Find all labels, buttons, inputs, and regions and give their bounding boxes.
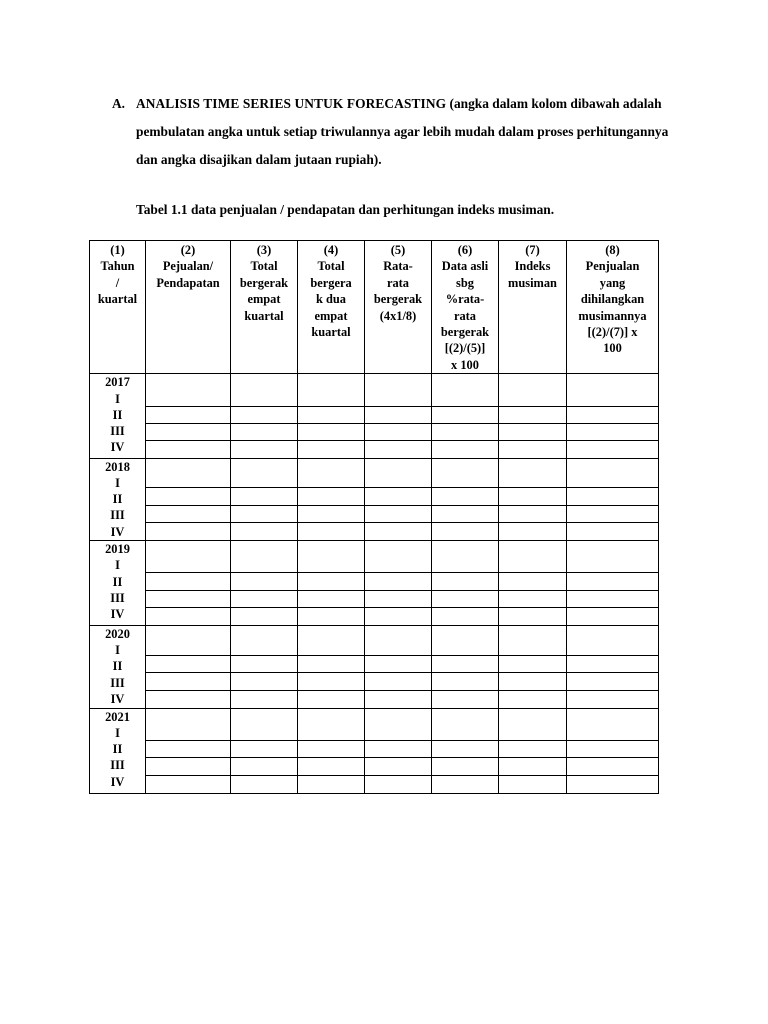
data-cell[interactable] [567, 523, 659, 541]
seasonal-index-table [89, 240, 659, 794]
data-cell[interactable] [432, 625, 499, 655]
data-cell[interactable] [499, 655, 567, 673]
data-cell[interactable] [499, 541, 567, 573]
year-group-2018 [90, 458, 659, 540]
data-cell[interactable] [365, 488, 432, 506]
quarter-label: III [110, 758, 125, 773]
data-cell[interactable] [567, 441, 659, 458]
quarter-label: IV [110, 607, 125, 622]
data-cell[interactable] [231, 458, 298, 488]
year-group-2017 [90, 374, 659, 458]
column-header-7: (7) Indeks musiman [499, 241, 567, 374]
data-cell[interactable] [499, 407, 567, 424]
data-cell[interactable] [365, 590, 432, 608]
data-cell[interactable] [231, 441, 298, 458]
data-cell[interactable] [231, 655, 298, 673]
quarter-label: II [112, 492, 123, 507]
data-cell[interactable] [298, 441, 365, 458]
data-cell[interactable] [298, 775, 365, 793]
data-cell[interactable] [146, 407, 231, 424]
data-cell[interactable] [365, 374, 432, 407]
data-cell[interactable] [298, 407, 365, 424]
data-cell[interactable] [146, 590, 231, 608]
table-row [90, 690, 659, 708]
data-cell[interactable] [499, 625, 567, 655]
table-caption: Tabel 1.1 data penjualan / pendapatan dan perhitungan indeks musiman. [136, 202, 555, 217]
data-cell[interactable] [432, 374, 499, 407]
data-cell[interactable] [499, 708, 567, 740]
data-cell[interactable] [298, 690, 365, 708]
year-group-2020 [90, 625, 659, 708]
data-cell[interactable] [146, 655, 231, 673]
data-cell[interactable] [365, 441, 432, 458]
data-cell[interactable] [365, 708, 432, 740]
data-cell[interactable] [146, 758, 231, 776]
data-cell[interactable] [365, 458, 432, 488]
year-label: 2020 [105, 626, 130, 641]
data-cell[interactable] [298, 655, 365, 673]
data-cell[interactable] [365, 655, 432, 673]
quarter-label: I [115, 475, 120, 490]
data-cell[interactable] [146, 488, 231, 506]
table-row [90, 573, 659, 591]
data-cell[interactable] [567, 488, 659, 506]
data-cell[interactable] [146, 458, 231, 488]
data-cell[interactable] [567, 608, 659, 626]
data-cell[interactable] [146, 523, 231, 541]
data-cell[interactable] [567, 424, 659, 441]
data-cell[interactable] [432, 775, 499, 793]
data-cell[interactable] [231, 523, 298, 541]
data-cell[interactable] [365, 625, 432, 655]
data-cell[interactable] [298, 488, 365, 506]
quarter-label: IV [110, 774, 125, 789]
column-header-4: (4) Total bergera k dua empat kuartal [298, 241, 365, 374]
quarter-label: III [110, 508, 125, 523]
data-cell[interactable] [432, 424, 499, 441]
period-cell [90, 458, 146, 540]
data-cell[interactable] [432, 458, 499, 488]
quarter-label: II [112, 574, 123, 589]
year-group-2019 [90, 541, 659, 626]
data-cell[interactable] [567, 673, 659, 691]
data-cell[interactable] [298, 523, 365, 541]
data-cell[interactable] [146, 673, 231, 691]
data-cell[interactable] [567, 541, 659, 573]
data-cell[interactable] [146, 708, 231, 740]
data-cell[interactable] [567, 573, 659, 591]
data-cell[interactable] [499, 374, 567, 407]
data-cell[interactable] [146, 505, 231, 523]
data-cell[interactable] [499, 505, 567, 523]
data-cell[interactable] [499, 441, 567, 458]
column-header-1: (1) Tahun / kuartal [90, 241, 146, 374]
data-cell[interactable] [499, 590, 567, 608]
data-cell[interactable] [298, 625, 365, 655]
column-header-2: (2) Pejualan/ Pendapatan [146, 241, 231, 374]
data-cell[interactable] [231, 505, 298, 523]
data-cell[interactable] [432, 407, 499, 424]
data-cell[interactable] [432, 441, 499, 458]
data-cell[interactable] [231, 673, 298, 691]
data-cell[interactable] [298, 673, 365, 691]
quarter-label: IV [110, 524, 125, 539]
data-cell[interactable] [231, 374, 298, 407]
quarter-label: I [115, 391, 120, 406]
data-cell[interactable] [231, 424, 298, 441]
data-cell[interactable] [499, 740, 567, 758]
data-cell[interactable] [231, 590, 298, 608]
data-cell[interactable] [146, 740, 231, 758]
data-cell[interactable] [298, 708, 365, 740]
table-row [90, 374, 659, 407]
quarter-label: I [115, 643, 120, 658]
quarter-label: I [115, 725, 120, 740]
data-cell[interactable] [499, 458, 567, 488]
data-cell[interactable] [432, 740, 499, 758]
column-header-5: (5) Rata- rata bergerak (4x1/8) [365, 241, 432, 374]
quarter-label: III [110, 675, 125, 690]
data-cell[interactable] [499, 608, 567, 626]
data-cell[interactable] [432, 590, 499, 608]
data-cell[interactable] [567, 690, 659, 708]
quarter-label: IV [110, 440, 125, 455]
data-cell[interactable] [499, 690, 567, 708]
data-cell[interactable] [298, 541, 365, 573]
data-cell[interactable] [499, 758, 567, 776]
data-cell[interactable] [567, 458, 659, 488]
data-cell[interactable] [231, 573, 298, 591]
data-cell[interactable] [432, 523, 499, 541]
table-row [90, 608, 659, 626]
quarter-label: IV [110, 691, 125, 706]
data-cell[interactable] [567, 590, 659, 608]
data-cell[interactable] [298, 374, 365, 407]
data-cell[interactable] [231, 541, 298, 573]
data-cell[interactable] [432, 690, 499, 708]
data-cell[interactable] [432, 708, 499, 740]
period-cell [90, 541, 146, 626]
data-cell[interactable] [231, 625, 298, 655]
section-description: (angka dalam kolom dibawah adalah pembulatan angka untuk setiap triwulannya agar lebih mudah dalam proses perhitungannya dan angka disajikan dalam jutaan rupiah). [136, 96, 669, 167]
data-cell[interactable] [365, 505, 432, 523]
data-cell[interactable] [365, 775, 432, 793]
data-cell[interactable] [499, 488, 567, 506]
table-row [90, 523, 659, 541]
data-cell[interactable] [146, 690, 231, 708]
data-cell[interactable] [298, 758, 365, 776]
data-cell[interactable] [499, 523, 567, 541]
data-cell[interactable] [231, 758, 298, 776]
table-row [90, 541, 659, 573]
data-cell[interactable] [499, 573, 567, 591]
data-cell[interactable] [298, 590, 365, 608]
period-cell [90, 374, 146, 458]
data-cell[interactable] [432, 505, 499, 523]
table-row [90, 775, 659, 793]
data-cell[interactable] [298, 573, 365, 591]
table-row [90, 488, 659, 506]
data-cell[interactable] [146, 775, 231, 793]
data-cell[interactable] [365, 407, 432, 424]
year-group-2021 [90, 708, 659, 793]
table-row [90, 625, 659, 655]
table-row [90, 505, 659, 523]
year-label: 2017 [105, 375, 130, 390]
data-cell[interactable] [231, 407, 298, 424]
data-cell[interactable] [298, 505, 365, 523]
data-cell[interactable] [365, 690, 432, 708]
data-cell[interactable] [365, 608, 432, 626]
table-row [90, 424, 659, 441]
data-cell[interactable] [231, 775, 298, 793]
data-cell[interactable] [567, 708, 659, 740]
data-cell[interactable] [432, 673, 499, 691]
data-cell[interactable] [432, 655, 499, 673]
table-row [90, 407, 659, 424]
table-row [90, 458, 659, 488]
data-cell[interactable] [365, 758, 432, 776]
data-cell[interactable] [231, 608, 298, 626]
quarter-label: III [110, 590, 125, 605]
table-row [90, 740, 659, 758]
data-cell[interactable] [146, 441, 231, 458]
data-cell[interactable] [298, 458, 365, 488]
data-cell[interactable] [432, 758, 499, 776]
year-label: 2018 [105, 459, 130, 474]
data-cell[interactable] [567, 775, 659, 793]
data-cell[interactable] [298, 608, 365, 626]
data-cell[interactable] [365, 740, 432, 758]
section-marker: A. [112, 96, 126, 111]
column-header-6: (6) Data asli sbg %rata- rata bergerak [(2)/(5)] x 100 [432, 241, 499, 374]
section-heading [112, 90, 672, 174]
data-cell[interactable] [365, 541, 432, 573]
quarter-label: II [112, 742, 123, 757]
table-row [90, 441, 659, 458]
table-row [90, 708, 659, 740]
data-cell[interactable] [298, 740, 365, 758]
data-cell[interactable] [432, 608, 499, 626]
data-cell[interactable] [567, 505, 659, 523]
data-cell[interactable] [231, 690, 298, 708]
data-cell[interactable] [567, 625, 659, 655]
data-cell[interactable] [499, 775, 567, 793]
quarter-label: III [110, 424, 125, 439]
data-cell[interactable] [231, 488, 298, 506]
year-label: 2019 [105, 542, 130, 557]
data-cell[interactable] [146, 608, 231, 626]
table-row [90, 673, 659, 691]
section-title: ANALISIS TIME SERIES UNTUK FORECASTING [136, 96, 447, 111]
data-cell[interactable] [146, 541, 231, 573]
data-cell[interactable] [567, 407, 659, 424]
table-header-row [90, 241, 659, 374]
data-cell[interactable] [432, 573, 499, 591]
data-cell[interactable] [365, 673, 432, 691]
year-label: 2021 [105, 709, 130, 724]
quarter-label: II [112, 407, 123, 422]
data-cell[interactable] [146, 424, 231, 441]
data-cell[interactable] [365, 573, 432, 591]
column-header-8: (8) Penjualan yang dihilangkan musimannya [(2)/(7)] x 100 [567, 241, 659, 374]
data-cell[interactable] [146, 374, 231, 407]
data-cell[interactable] [567, 740, 659, 758]
data-cell[interactable] [567, 655, 659, 673]
data-cell[interactable] [432, 488, 499, 506]
quarter-label: I [115, 558, 120, 573]
data-cell[interactable] [146, 625, 231, 655]
column-header-3: (3) Total bergerak empat kuartal [231, 241, 298, 374]
data-cell[interactable] [365, 523, 432, 541]
quarter-label: II [112, 659, 123, 674]
data-cell[interactable] [499, 673, 567, 691]
table-row [90, 655, 659, 673]
data-cell[interactable] [231, 740, 298, 758]
data-cell[interactable] [499, 424, 567, 441]
data-cell[interactable] [432, 541, 499, 573]
data-cell[interactable] [567, 374, 659, 407]
data-cell[interactable] [231, 708, 298, 740]
data-cell[interactable] [298, 424, 365, 441]
table-row [90, 590, 659, 608]
data-cell[interactable] [365, 424, 432, 441]
period-cell [90, 708, 146, 793]
data-cell[interactable] [567, 758, 659, 776]
period-cell [90, 625, 146, 708]
data-cell[interactable] [146, 573, 231, 591]
table-row [90, 758, 659, 776]
